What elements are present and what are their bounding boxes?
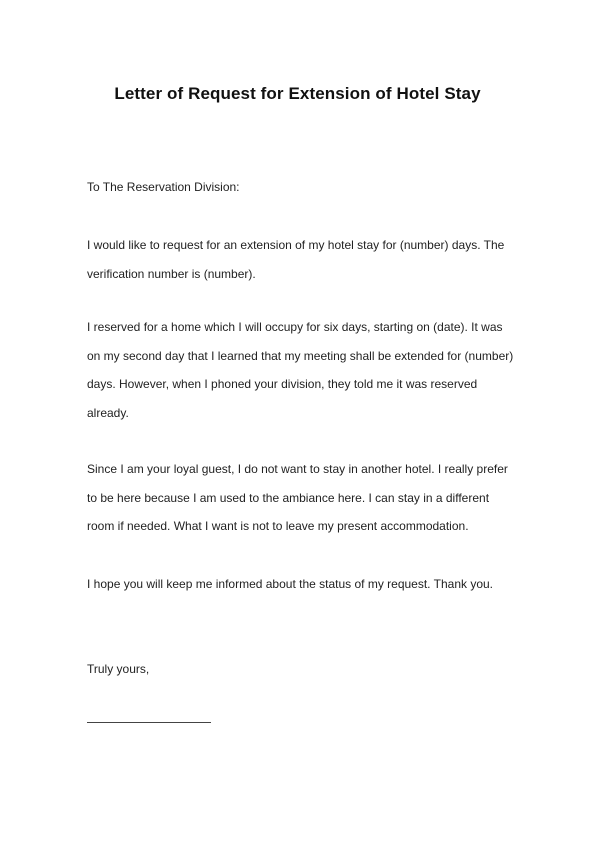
paragraph-line: room if needed. What I want is not to leave my present accommodation. bbox=[87, 519, 469, 533]
paragraph-line: days. However, when I phoned your division, they told me it was reserved bbox=[87, 377, 478, 391]
paragraph-line: verification number is (number). bbox=[87, 266, 256, 281]
paragraph-loyal-guest bbox=[87, 455, 527, 541]
closing-text: Truly yours, bbox=[87, 662, 150, 676]
paragraph-closing-request bbox=[87, 570, 527, 599]
paragraph-line: I reserved for a home which I will occupy for six days, starting on (date). It was bbox=[87, 320, 503, 334]
paragraph-extension-request bbox=[87, 231, 527, 288]
paragraph-line: on my second day that I learned that my meeting shall be extended for (number) bbox=[87, 348, 514, 363]
paragraph-reservation-details bbox=[87, 313, 527, 427]
paragraph-line: I hope you will keep me informed about the status of my request. Thank you. bbox=[87, 577, 494, 591]
salutation bbox=[87, 173, 527, 202]
closing bbox=[87, 655, 527, 684]
salutation-text: To The Reservation Division: bbox=[87, 180, 240, 194]
paragraph-line: already. bbox=[87, 405, 129, 420]
letter-title: Letter of Request for Extension of Hotel Stay bbox=[114, 84, 481, 103]
paragraph-line: to be here because I am used to the ambiance here. I can stay in a different bbox=[87, 490, 490, 505]
signature-line bbox=[87, 722, 211, 723]
paragraph-line: I would like to request for an extension of my hotel stay for (number) days. The bbox=[87, 238, 505, 252]
paragraph-line: Since I am your loyal guest, I do not want to stay in another hotel. I really prefer bbox=[87, 462, 508, 476]
